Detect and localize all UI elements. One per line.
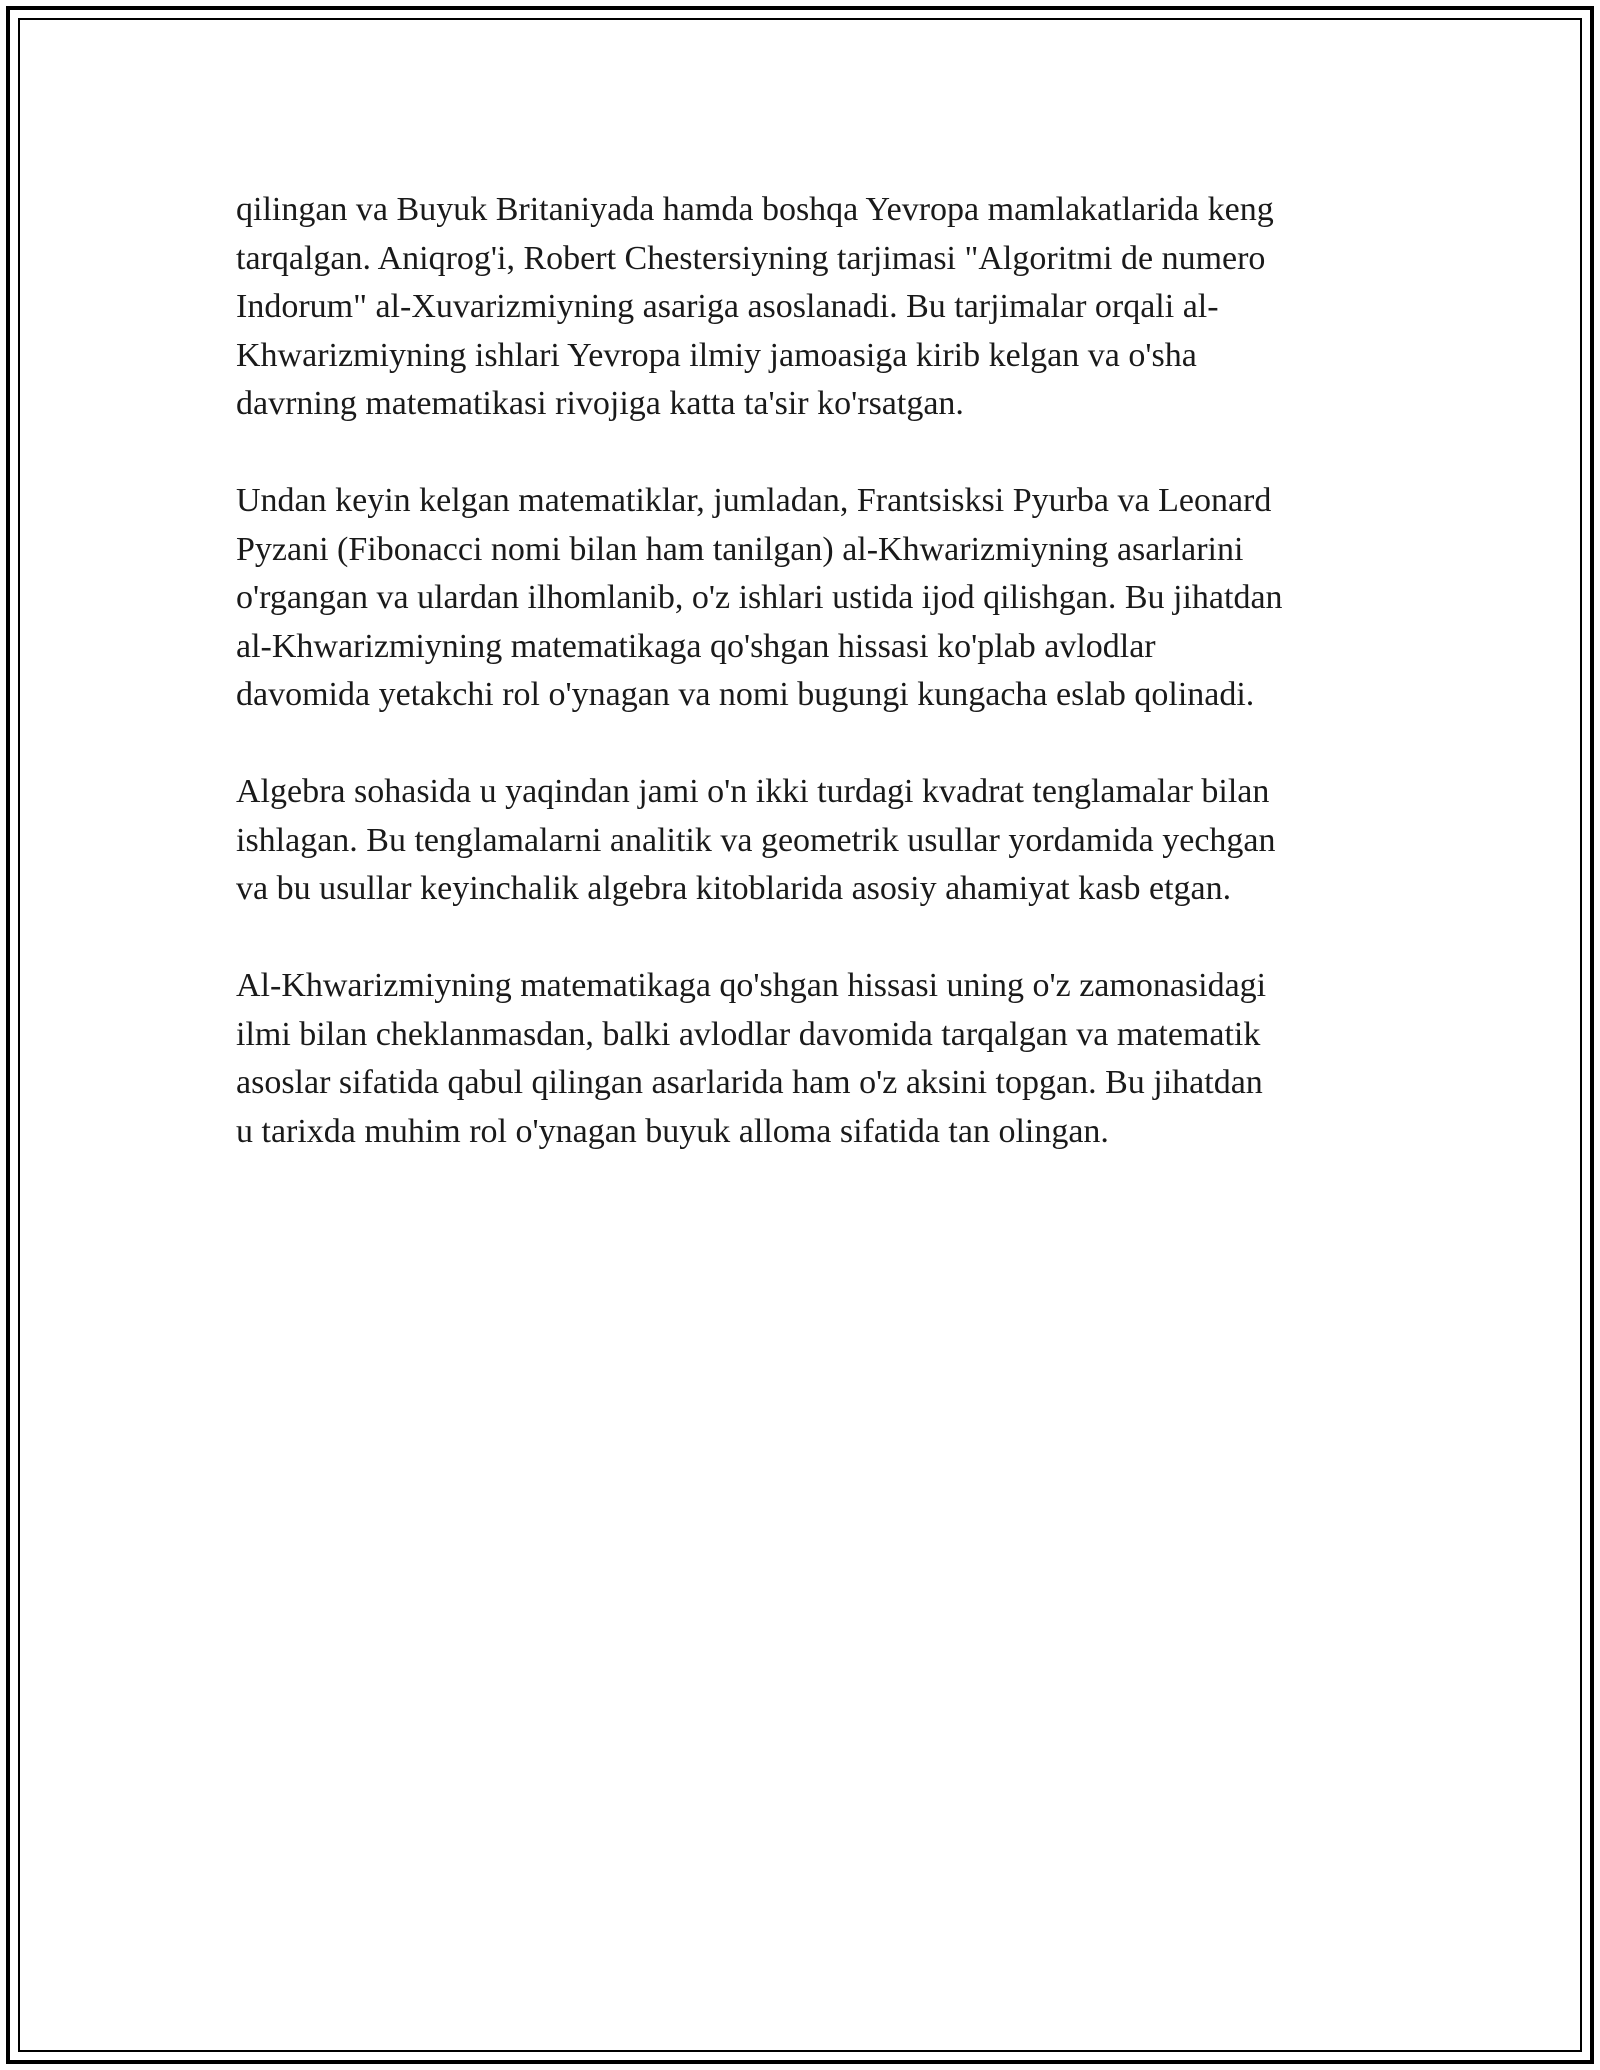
paragraph-line: ishlagan. Bu tenglamalarni analitik va geometrik usullar yordamida yechgan: [236, 821, 1276, 859]
paragraph-line: Khwarizmiyning ishlari Yevropa ilmiy jamoasiga kirib kelgan va o'sha: [236, 336, 1197, 374]
paragraph-line: asoslar sifatida qabul qilingan asarlarida ham o'z aksini topgan. Bu jihatdan: [236, 1064, 1263, 1101]
paragraph-line: va bu usullar keyinchalik algebra kitoblarida asosiy ahamiyat kasb etgan.: [236, 870, 1232, 907]
paragraph-line: Al-Khwarizmiyning matematikaga qo'shgan hissasi uning o'z zamonasidagi: [236, 967, 1267, 1004]
paragraph-4: [236, 962, 1376, 1156]
document-body: [236, 186, 1376, 1205]
paragraph-line: o'rgangan va ulardan ilhomlanib, o'z ishlari ustida ijod qilishgan. Bu jihatdan: [236, 579, 1283, 616]
paragraph-line: Indorum" al-Xuvarizmiyning asariga asoslanadi. Bu tarjimalar orqali al-: [236, 288, 1219, 325]
paragraph-1: [236, 186, 1376, 429]
paragraph-line: davomida yetakchi rol o'ynagan va nomi bugungi kungacha eslab qolinadi.: [236, 676, 1255, 713]
paragraph-line: tarqalgan. Aniqrog'i, Robert Chestersiyning tarjimasi "Algoritmi de numero: [236, 239, 1266, 277]
paragraph-3: [236, 768, 1376, 914]
paragraph-2: [236, 477, 1376, 720]
paragraph-line: ilmi bilan cheklanmasdan, balki avlodlar davomida tarqalgan va matematik: [236, 1015, 1261, 1053]
paragraph-line: u tarixda muhim rol o'ynagan buyuk alloma sifatida tan olingan.: [236, 1112, 1109, 1150]
paragraph-line: Pyzani (Fibonacci nomi bilan ham tanilgan) al-Khwarizmiyning asarlarini: [236, 530, 1244, 568]
paragraph-line: al-Khwarizmiyning matematikaga qo'shgan hissasi ko'plab avlodlar: [236, 627, 1156, 665]
paragraph-line: Algebra sohasida u yaqindan jami o'n ikki turdagi kvadrat tenglamalar bilan: [236, 773, 1270, 810]
paragraph-line: davrning matematikasi rivojiga katta ta'sir ko'rsatgan.: [236, 385, 964, 422]
paragraph-line: Undan keyin kelgan matematiklar, jumladan, Frantsisksi Pyurba va Leonard: [236, 482, 1272, 519]
paragraph-line: qilingan va Buyuk Britaniyada hamda boshqa Yevropa mamlakatlarida keng: [236, 191, 1274, 228]
